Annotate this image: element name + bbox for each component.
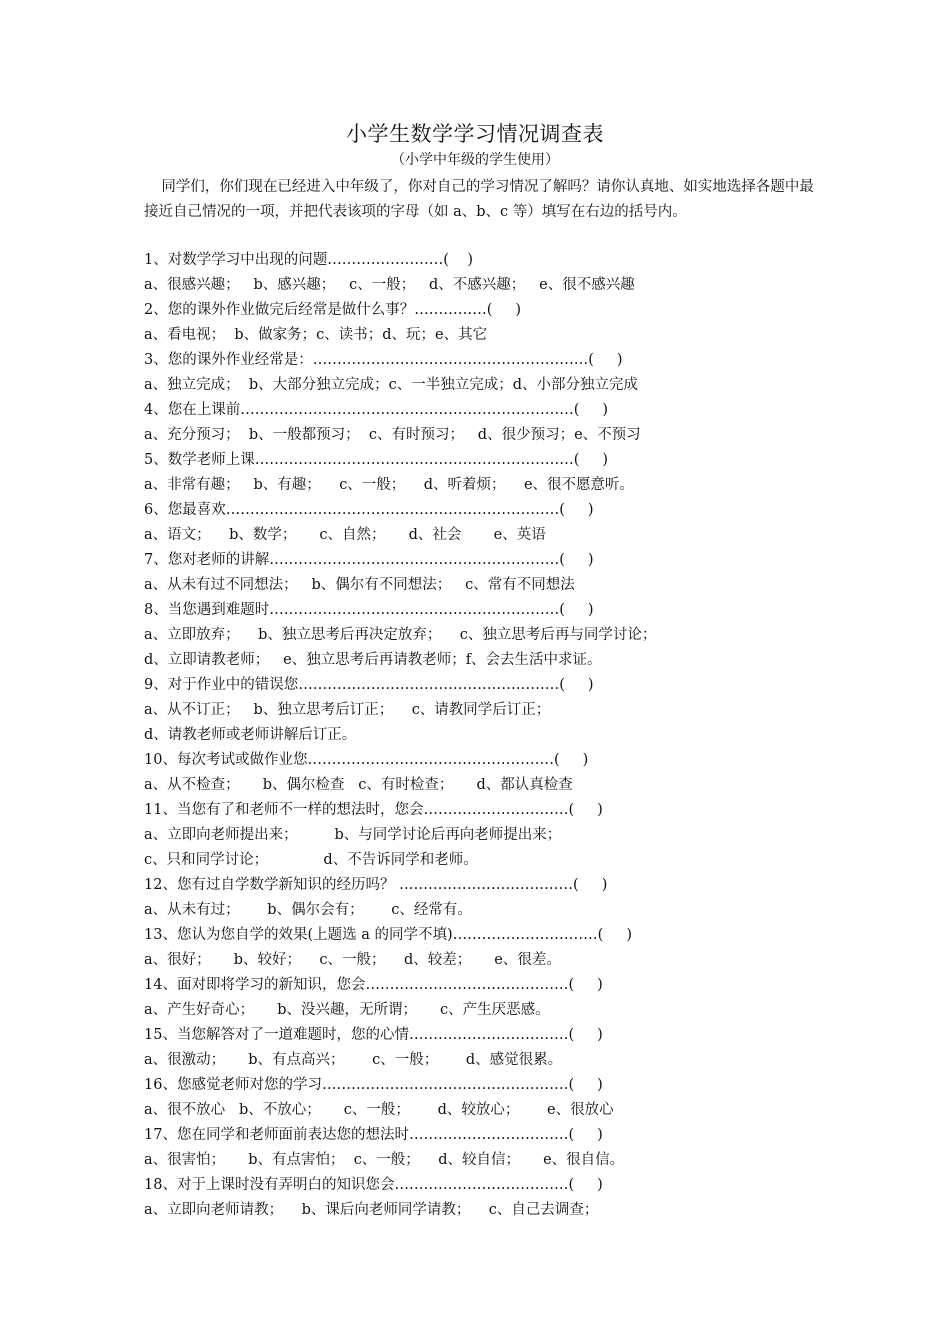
options-4: a、充分预习； b、一般都预习； c、有时预习； d、很少预习；e、不预习 [144,427,641,443]
question-4: 4、您在上课前……………………………………………………………( ) [144,402,609,418]
options-6: a、语文； b、数学； c、自然； d、社会 e、英语 [144,527,546,543]
question-8: 8、当您遇到难题时……………………………………………………( ) [144,602,594,618]
options-17: a、很害怕； b、有点害怕； c、一般； d、较自信； e、很自信。 [144,1152,625,1168]
options-11-line-1: a、立即向老师提出来； b、与同学讨论后再向老师提出来； [144,827,562,843]
question-17: 17、您在同学和老师面前表达您的想法时……………………………( ) [144,1127,603,1143]
options-1: a、很感兴趣； b、感兴趣； c、一般； d、不感兴趣； e、很不感兴趣 [144,277,635,293]
options-9-line-1: a、从不订正； b、独立思考后订正； c、请教同学后订正； [144,702,551,718]
question-2: 2、您的课外作业做完后经常是做什么事？……………( ) [144,302,522,318]
options-16: a、很不放心 b、不放心； c、一般； d、较放心； e、很放心 [144,1102,614,1118]
options-7: a、从未有过不同想法； b、偶尔有不同想法； c、常有不同想法 [144,577,575,593]
options-9-line-2: d、请教老师或老师讲解后订正。 [144,727,357,743]
options-11-line-2: c、只和同学讨论； d、不告诉同学和老师。 [144,852,478,868]
question-1: 1、对数学学习中出现的问题……………………( ) [144,252,473,268]
question-5: 5、数学老师上课…………………………………………………………( ) [144,452,609,468]
question-11: 11、当您有了和老师不一样的想法时，您会…………………………( ) [144,802,603,818]
question-13: 13、您认为您自学的效果(上题选 a 的同学不填)…………………………( ) [144,927,632,943]
options-2: a、看电视； b、做家务；c、读书；d、玩；e、其它 [144,327,488,343]
options-14: a、产生好奇心； b、没兴趣，无所谓； c、产生厌恶感。 [144,1002,550,1018]
page-subtitle: （小学中年级的学生使用） [391,152,559,168]
question-9: 9、对于作业中的错误您………………………………………………( ) [144,677,594,693]
question-7: 7、您对老师的讲解……………………………………………………( ) [144,552,594,568]
question-15: 15、当您解答对了一道难题时，您的心情……………………………( ) [144,1027,603,1043]
options-12: a、从未有过； b、偶尔会有； c、经常有。 [144,902,472,918]
page-title: 小学生数学学习情况调查表 [346,122,604,146]
question-18: 18、对于上课时没有弄明白的知识您会………………………………( ) [144,1177,603,1193]
question-16: 16、您感觉老师对您的学习……………………………………………( ) [144,1077,603,1093]
options-5: a、非常有趣； b、有趣； c、一般； d、听着烦； e、很不愿意听。 [144,477,635,493]
options-18: a、立即向老师请教； b、课后向老师同学请教； c、自己去调查； [144,1202,599,1218]
options-8-line-1: a、立即放弃； b、独立思考后再决定放弃； c、独立思考后再与同学讨论； [144,627,657,643]
options-8-line-2: d、立即请教老师； e、独立思考后再请教老师；f、会去生活中求证。 [144,652,602,668]
question-3: 3、您的课外作业经常是：…………………………………………………( ) [144,352,623,368]
question-10: 10、每次考试或做作业您……………………………………………( ) [144,752,589,768]
options-10: a、从不检查； b、偶尔检查 c、有时检查； d、都认真检查 [144,777,573,793]
options-15: a、很激动； b、有点高兴； c、一般； d、感觉很累。 [144,1052,563,1068]
question-6: 6、您最喜欢……………………………………………………………( ) [144,502,594,518]
question-12: 12、您有过自学数学新知识的经历吗？ ………………………………( ) [144,877,608,893]
question-14: 14、面对即将学习的新知识，您会……………………………………( ) [144,977,603,993]
options-13: a、很好； b、较好； c、一般； d、较差； e、很差。 [144,952,561,968]
intro-paragraph: 同学们，你们现在已经进入中年级了，你对自己的学习情况了解吗？请你认真地、如实地选择各题中最接近自己情况的一项，并把代表该项的字母（如 a、b、c 等）填写在右边的括号内。 [144,179,814,220]
options-3: a、独立完成； b、大部分独立完成；c、一半独立完成；d、小部分独立完成 [144,377,639,393]
